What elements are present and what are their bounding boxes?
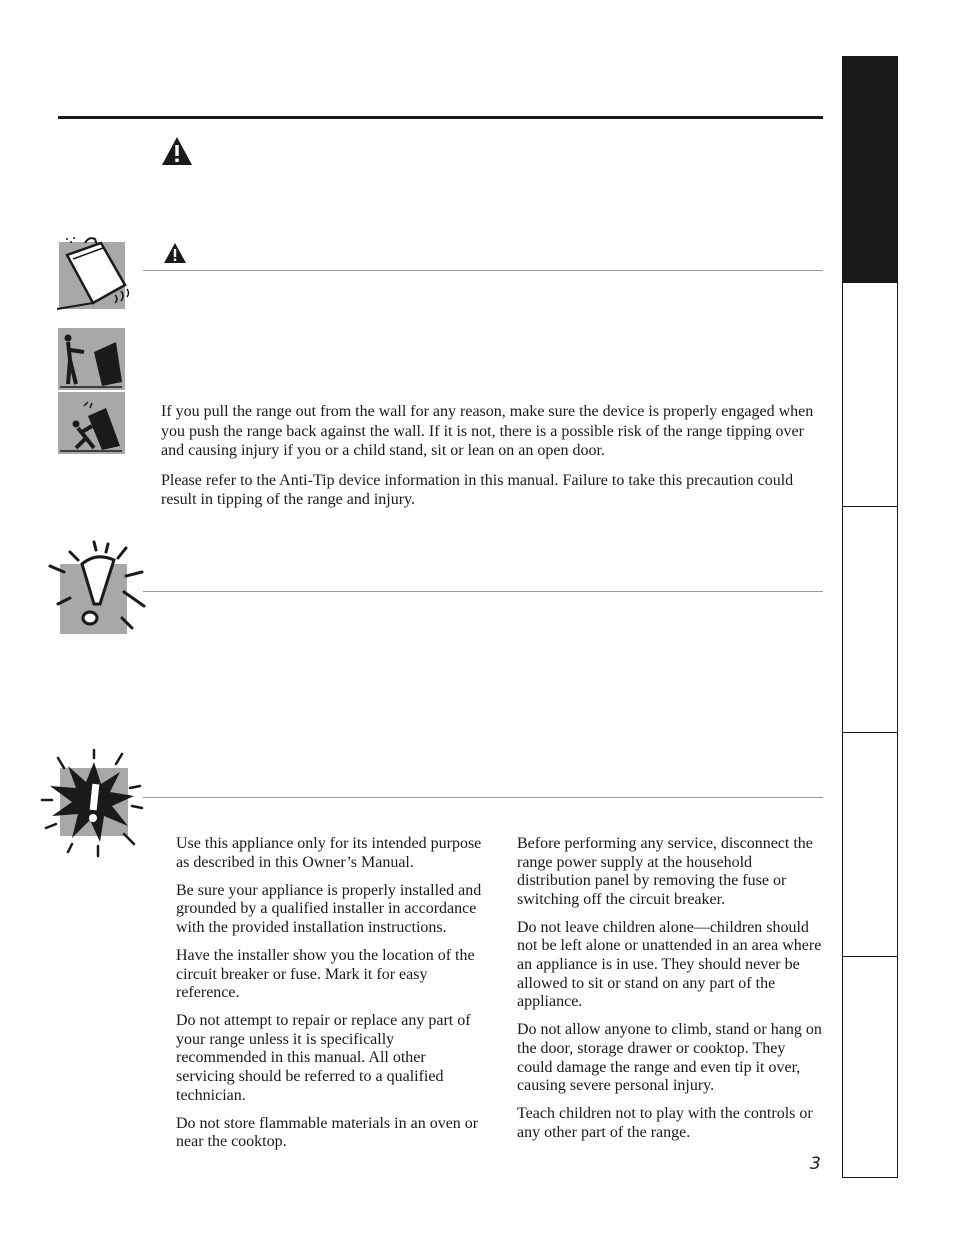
warning-triangle-small-icon	[163, 242, 187, 264]
section-rule-anti-tip	[143, 270, 823, 271]
safety-paragraph: Have the installer show you the location of the circuit breaker or fuse. Mark it for easy reference.	[176, 946, 475, 1002]
section-rule-alert	[143, 591, 823, 592]
range-tipping-icon	[55, 233, 139, 313]
child-climbing-door-icon	[58, 328, 126, 454]
safety-paragraph: Do not allow anyone to climb, stand or hang on the door, storage drawer or cooktop. They could damage the range and even tip it over, causing severe personal injury.	[517, 1021, 822, 1095]
anti-tip-paragraph: Please refer to the Anti-Tip device information in this manual. Failure to take this precaution could result in tipping of the range and injury.	[161, 471, 794, 508]
anti-tip-text	[161, 402, 821, 520]
safety-paragraph: Be sure your appliance is properly installed and grounded by a qualified installer in accordance with the provided installation instructions.	[176, 881, 482, 936]
section-tab-3[interactable]	[843, 507, 897, 733]
safety-left-column	[176, 835, 486, 1161]
anti-tip-paragraph: If you pull the range out from the wall for any reason, make sure the device is properly engaged when you push the range back against the wall. If it is not, there is a possible risk of the range tipping over and causing injury if you or a child stand, sit or lean on an open door.	[161, 403, 814, 459]
top-rule	[58, 116, 823, 119]
safety-paragraph: Do not store flammable materials in an oven or near the cooktop.	[176, 1114, 479, 1151]
warning-triangle-icon	[161, 136, 193, 166]
section-rule-safety	[143, 797, 823, 798]
safety-paragraph: Teach children not to play with the controls or any other part of the range.	[517, 1105, 813, 1141]
explosion-burst-icon	[38, 748, 148, 858]
safety-right-column	[517, 835, 822, 1152]
safety-paragraph: Before performing any service, disconnect the range power supply at the household distribution panel by removing the fuse or switching off the circuit breaker.	[517, 835, 813, 908]
section-tabs	[842, 56, 898, 1178]
section-tab-2[interactable]	[843, 283, 897, 507]
section-tab-4[interactable]	[843, 733, 897, 957]
safety-paragraph: Use this appliance only for its intended purpose as described in this Owner’s Manual.	[176, 835, 482, 871]
section-tab-1[interactable]	[843, 57, 897, 283]
safety-paragraph: Do not attempt to repair or replace any part of your range unless it is specifically recommended in this manual. All other servicing should be referred to a qualified technician.	[176, 1012, 471, 1104]
section-tab-5[interactable]	[843, 957, 897, 1179]
page-number: 3	[810, 1154, 821, 1174]
safety-paragraph: Do not leave children alone—children should not be left alone or unattended in an area where an appliance is in use. They should never be allowed to sit or stand on any part of the appliance.	[517, 918, 822, 1011]
exclamation-alert-icon	[44, 538, 148, 636]
